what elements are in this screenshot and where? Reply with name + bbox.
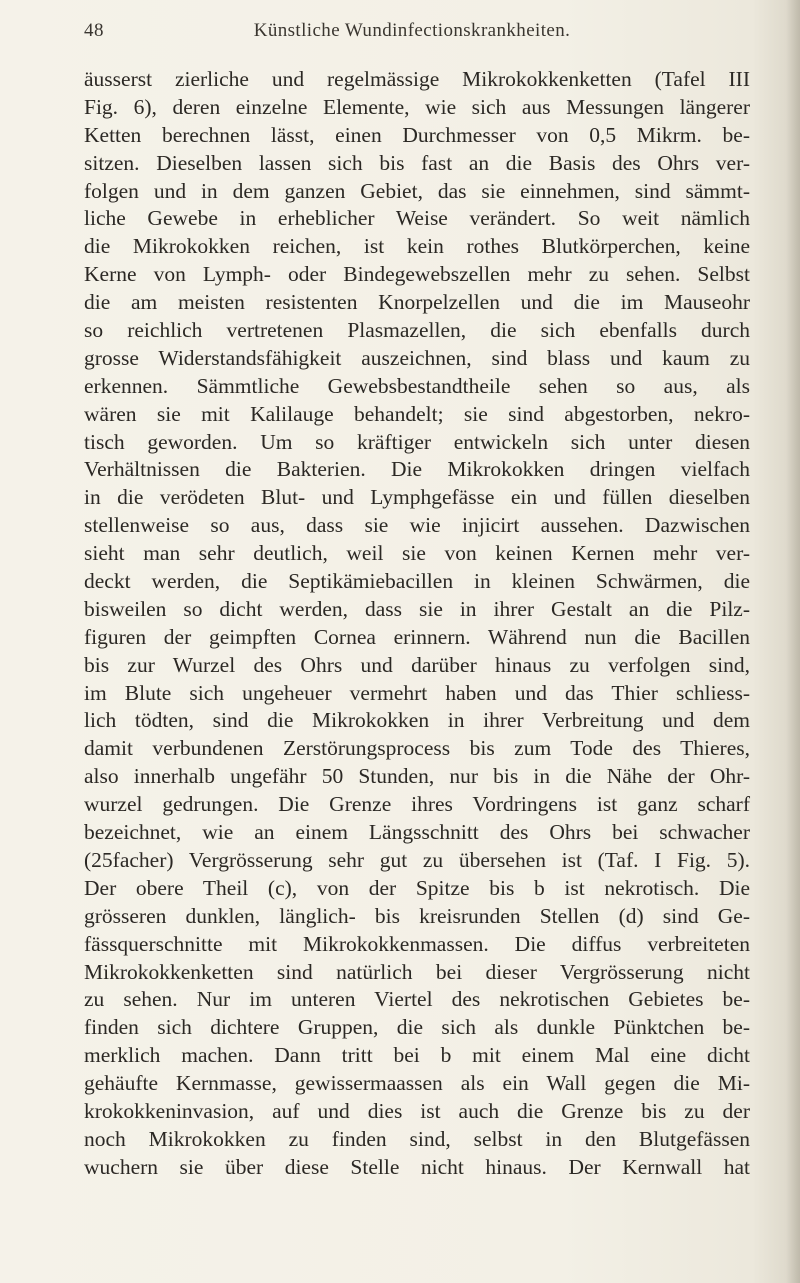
text-line: erkennen. Sämmtliche Gewebsbestandtheile sehen so aus, als [84, 373, 750, 398]
text-line: zu sehen. Nur im unteren Viertel des nekrotischen Gebietes be- [84, 987, 750, 1012]
text-line: Mikrokokkenketten sind natürlich bei dieser Vergrösserung nicht [84, 959, 750, 984]
text-line: die am meisten resistenten Knorpelzellen und die im Mauseohr [84, 290, 750, 315]
text-line: tisch geworden. Um so kräftiger entwickeln sich unter diesen [84, 429, 750, 454]
text-line: bis zur Wurzel des Ohrs und darüber hinaus zu verfolgen sind, [84, 652, 750, 677]
text-line: so reichlich vertretenen Plasmazellen, die sich ebenfalls durch [84, 318, 750, 343]
text-line: die Mikrokokken reichen, ist kein rothes Blutkörperchen, keine [84, 234, 750, 259]
text-line: Kerne von Lymph- oder Bindegewebszellen mehr zu sehen. Selbst [84, 262, 750, 287]
text-line: sitzen. Dieselben lassen sich bis fast an die Basis des Ohrs ver- [84, 150, 750, 175]
text-line: (25facher) Vergrösserung sehr gut zu übersehen ist (Taf. I Fig. 5). [84, 847, 750, 872]
text-line: lich tödten, sind die Mikrokokken in ihrer Verbreitung und dem [84, 708, 750, 733]
text-line: figuren der geimpften Cornea erinnern. Während nun die Bacillen [84, 624, 750, 649]
text-line: merklich machen. Dann tritt bei b mit einem Mal eine dicht [84, 1043, 750, 1068]
text-line: grosse Widerstandsfähigkeit auszeichnen, sind blass und kaum zu [84, 345, 750, 370]
page-edge-shadow [786, 0, 800, 1283]
text-line: im Blute sich ungeheuer vermehrt haben und das Thier schliess- [84, 680, 750, 705]
text-line: bezeichnet, wie an einem Längsschnitt des Ohrs bei schwacher [84, 820, 750, 845]
text-line: damit verbundenen Zerstörungsprocess bis zum Tode des Thieres, [84, 736, 750, 761]
text-line: krokokkeninvasion, auf und dies ist auch die Grenze bis zu der [84, 1098, 750, 1123]
text-line: also innerhalb ungefähr 50 Stunden, nur bis in die Nähe der Ohr- [84, 764, 750, 789]
text-line: liche Gewebe in erheblicher Weise verändert. So weit nämlich [84, 206, 750, 231]
text-line: bisweilen so dicht werden, dass sie in ihrer Gestalt an die Pilz- [84, 596, 750, 621]
page-number: 48 [84, 20, 104, 41]
text-line: grösseren dunklen, länglich- bis kreisrunden Stellen (d) sind Ge- [84, 903, 750, 928]
text-line: Der obere Theil (c), von der Spitze bis b ist nekrotisch. Die [84, 875, 750, 900]
text-line: deckt werden, die Septikämiebacillen in kleinen Schwärmen, die [84, 569, 750, 594]
text-line: Fig. 6), deren einzelne Elemente, wie sich aus Messungen längerer [84, 94, 750, 119]
text-line: Verhältnissen die Bakterien. Die Mikrokokken dringen vielfach [84, 457, 750, 482]
text-line: fässquerschnitte mit Mikrokokkenmassen. Die diffus verbreiteten [84, 931, 750, 956]
text-line: wären sie mit Kalilauge behandelt; sie sind abgestorben, nekro- [84, 401, 750, 426]
running-title: Künstliche Wundinfectionskrankheiten. [253, 20, 571, 41]
text-line: sieht man sehr deutlich, weil sie von keinen Kernen mehr ver- [84, 541, 750, 566]
text-line: stellenweise so aus, dass sie wie injicirt aussehen. Dazwischen [84, 513, 750, 538]
text-line: folgen und in dem ganzen Gebiet, das sie einnehmen, sind sämmt- [84, 178, 750, 203]
page-header [84, 20, 740, 50]
text-line: in die verödeten Blut- und Lymphgefässe ein und füllen dieselben [84, 485, 750, 510]
text-line: gehäufte Kernmasse, gewissermaassen als ein Wall gegen die Mi- [84, 1071, 750, 1096]
text-line: noch Mikrokokken zu finden sind, selbst in den Blutgefässen [84, 1126, 750, 1151]
body-paragraph [84, 66, 750, 1182]
text-line: finden sich dichtere Gruppen, die sich als dunkle Pünktchen be- [84, 1015, 750, 1040]
text-line: wuchern sie über diese Stelle nicht hinaus. Der Kernwall hat [84, 1154, 750, 1179]
text-line: Ketten berechnen lässt, einen Durchmesser von 0,5 Mikrm. be- [84, 122, 750, 147]
text-line: äusserst zierliche und regelmässige Mikrokokkenketten (Tafel III [84, 67, 750, 91]
text-line: wurzel gedrungen. Die Grenze ihres Vordringens ist ganz scharf [84, 792, 750, 817]
